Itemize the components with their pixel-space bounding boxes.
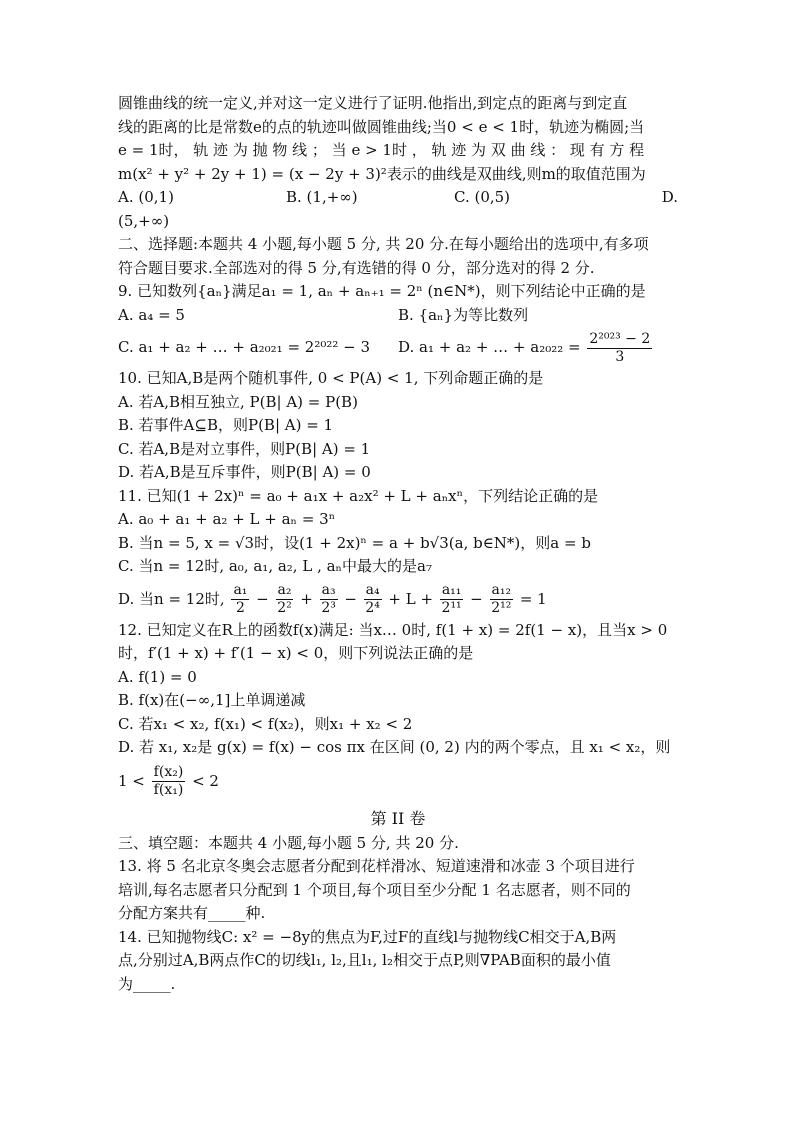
q9-option-d-fraction [587, 331, 652, 366]
q8-option-d: D. [661, 188, 678, 206]
intro-line-3: e = 1时， 轨 迹 为 抛 物 线 ； 当 e > 1时 ， 轨 迹 为 双 曲 线 ： 现 有 方 程 [118, 141, 645, 159]
section3-heading: 三、填空题：本题共 4 小题,每小题 5 分, 共 20 分. [118, 833, 459, 852]
section2-line-1: 二、选择题:本题共 4 小题,每小题 5 分, 共 20 分.在每小题给出的选项中,有多项 [118, 235, 649, 253]
q10-option-c: C. 若A,B是对立事件，则P(B| A) = 1 [118, 439, 371, 458]
q12-stem-line-2: 时，f′(1 + x) + f′(1 − x) < 0，则下列说法正确的是 [118, 644, 474, 662]
q10-option-a: A. 若A,B相互独立, P(B| A) = P(B) [118, 392, 358, 411]
q11-term-operator: − [251, 589, 274, 608]
q11-term-denominator: 2¹² [491, 600, 512, 616]
q12-option-a: A. f(1) = 0 [118, 667, 197, 686]
section2-line-2: 符合题目要求.全部选对的得 5 分,有选错的得 0 分，部分选对的得 2 分. [118, 258, 595, 277]
q11-term-numerator: a₁₂ [491, 582, 512, 598]
q11-option-d [118, 579, 678, 619]
q11-term-operator: = 1 [515, 589, 547, 608]
q13-line-3: 分配方案共有_____种. [118, 904, 266, 922]
q11-term-denominator: 2³ [321, 600, 336, 616]
q14-line-1: 14. 已知抛物线C: x² = −8y的焦点为F,过F的直线l与抛物线C相交于A,B两 [118, 927, 617, 946]
q11-term-denominator: 2⁴ [365, 600, 380, 616]
q14-line-2: 点,分别过A,B两点作C的切线l₁, l₂,且l₁, l₂相交于点P,则∇PAB面积的最小值 [118, 951, 611, 969]
q9-stem: 9. 已知数列{aₙ}满足a₁ = 1, aₙ + aₙ₊₁ = 2ⁿ (n∈N*)，则下列结论中正确的是 [118, 282, 646, 300]
q11-term-denominator: 2 [235, 600, 245, 616]
q11-term-operator: + L + [383, 589, 438, 608]
q10-option-b: B. 若事件A⊆B，则P(B| A) = 1 [118, 416, 334, 434]
q11-option-a: A. a₀ + a₁ + a₂ + L + aₙ = 3ⁿ [118, 510, 336, 528]
q12-option-b: B. f(x)在(−∞,1]上单调递减 [118, 691, 306, 709]
q9-option-d-denominator: 3 [615, 348, 625, 365]
q12-option-d: D. 若 x₁, x₂是 g(x) = f(x) − cos πx 在区间 (0, 2) 内的两个零点，且 x₁ < x₂，则 [118, 738, 671, 756]
q8-option-d-value: (5,+∞) [118, 211, 170, 230]
q9-options-row-1 [118, 304, 678, 328]
q11-term-fraction [364, 582, 382, 617]
q11-term-fraction [490, 582, 514, 617]
q11-option-b: B. 当n = 5, x = √3时，设(1 + 2x)ⁿ = a + b√3(a, b∈N*)，则a = b [118, 533, 591, 552]
q11-term-denominator: 2¹¹ [441, 600, 462, 616]
q11-term-fraction [440, 582, 464, 617]
q11-term-numerator: a₄ [365, 582, 380, 598]
intro-line-2: 线的距离的比是常数e的点的轨迹叫做圆锥曲线;当0 < e < 1时，轨迹为椭圆;当 [118, 117, 645, 136]
q13-line-1: 13. 将 5 名北京冬奥会志愿者分配到花样滑冰、短道速滑和冰壶 3 个项目进行 [118, 857, 635, 875]
intro-line-4: m(x² + y² + 2y + 1) = (x − 2y + 3)²表示的曲线是双曲线,则m的取值范围为 [118, 164, 646, 183]
q12-d-fraction [152, 764, 186, 799]
q9-options-row-2 [118, 327, 678, 367]
q9-option-d-numerator: 2²⁰²³ − 2 [589, 330, 651, 347]
q11-stem: 11. 已知(1 + 2x)ⁿ = a₀ + a₁x + a₂x² + L + aₙxⁿ，下列结论正确的是 [118, 486, 599, 505]
q11-option-d-terms [229, 582, 547, 616]
q8-option-c: C. (0,5) [454, 188, 511, 206]
q9-option-d [398, 327, 678, 367]
q12-d-denominator: f(x₁) [153, 782, 184, 798]
q9-option-c: C. a₁ + a₂ + … + a₂₀₂₁ = 2²⁰²² − 3 [118, 338, 371, 356]
q12-option-c: C. 若x₁ < x₂, f(x₁) < f(x₂)，则x₁ + x₂ < 2 [118, 714, 413, 733]
q12-d-prefix: 1 < [118, 771, 145, 790]
q12-d-suffix: < 2 [192, 771, 219, 790]
q9-option-b: B. {aₙ}为等比数列 [398, 305, 529, 324]
q11-term-operator: − [465, 589, 488, 608]
q11-term-numerator: a₁₁ [441, 582, 462, 598]
q11-option-c: C. 当n = 12时, a₀, a₁, a₂, L , aₙ中最大的是a₇ [118, 557, 432, 575]
q11-term-numerator: a₂ [277, 582, 292, 598]
q12-stem-line-1: 12. 已知定义在R上的函数f(x)满足: 当x… 0时, f(1 + x) = 2f(1 − x)，且当x > 0 [118, 620, 668, 639]
q11-term-fraction [276, 582, 294, 617]
q11-term-numerator: a₃ [321, 582, 336, 598]
q9-option-a: A. a₄ = 5 [118, 305, 185, 324]
q8-options [118, 186, 678, 210]
q10-stem: 10. 已知A,B是两个随机事件, 0 < P(A) < 1, 下列命题正确的是 [118, 369, 544, 387]
intro-line-1: 圆锥曲线的统一定义,并对这一定义进行了证明.他指出,到定点的距离与到定直 [118, 94, 628, 112]
q11-term-numerator: a₁ [233, 582, 248, 598]
q10-option-d: D. 若A,B是互斥事件，则P(B| A) = 0 [118, 463, 371, 481]
q8-option-a: A. (0,1) [118, 188, 174, 206]
q11-option-d-prefix: D. 当n = 12时, [118, 589, 225, 608]
q11-term-denominator: 2² [277, 600, 292, 616]
q11-term-fraction [320, 582, 338, 617]
q11-term-operator: − [339, 589, 362, 608]
q12-option-d-inequality [118, 760, 678, 802]
q11-term-operator: + [295, 589, 318, 608]
q9-option-d-prefix: D. a₁ + a₂ + … + a₂₀₂₂ = [398, 338, 581, 356]
q11-term-fraction [231, 582, 249, 617]
q12-d-numerator: f(x₂) [153, 764, 184, 780]
exam-page [118, 92, 678, 996]
q13-line-2: 培训,每名志愿者只分配到 1 个项目,每个项目至少分配 1 名志愿者，则不同的 [118, 880, 631, 899]
q8-option-b: B. (1,+∞) [286, 188, 358, 206]
part2-title: 第 II 卷 [370, 808, 426, 828]
q14-line-3: 为_____. [118, 974, 176, 993]
